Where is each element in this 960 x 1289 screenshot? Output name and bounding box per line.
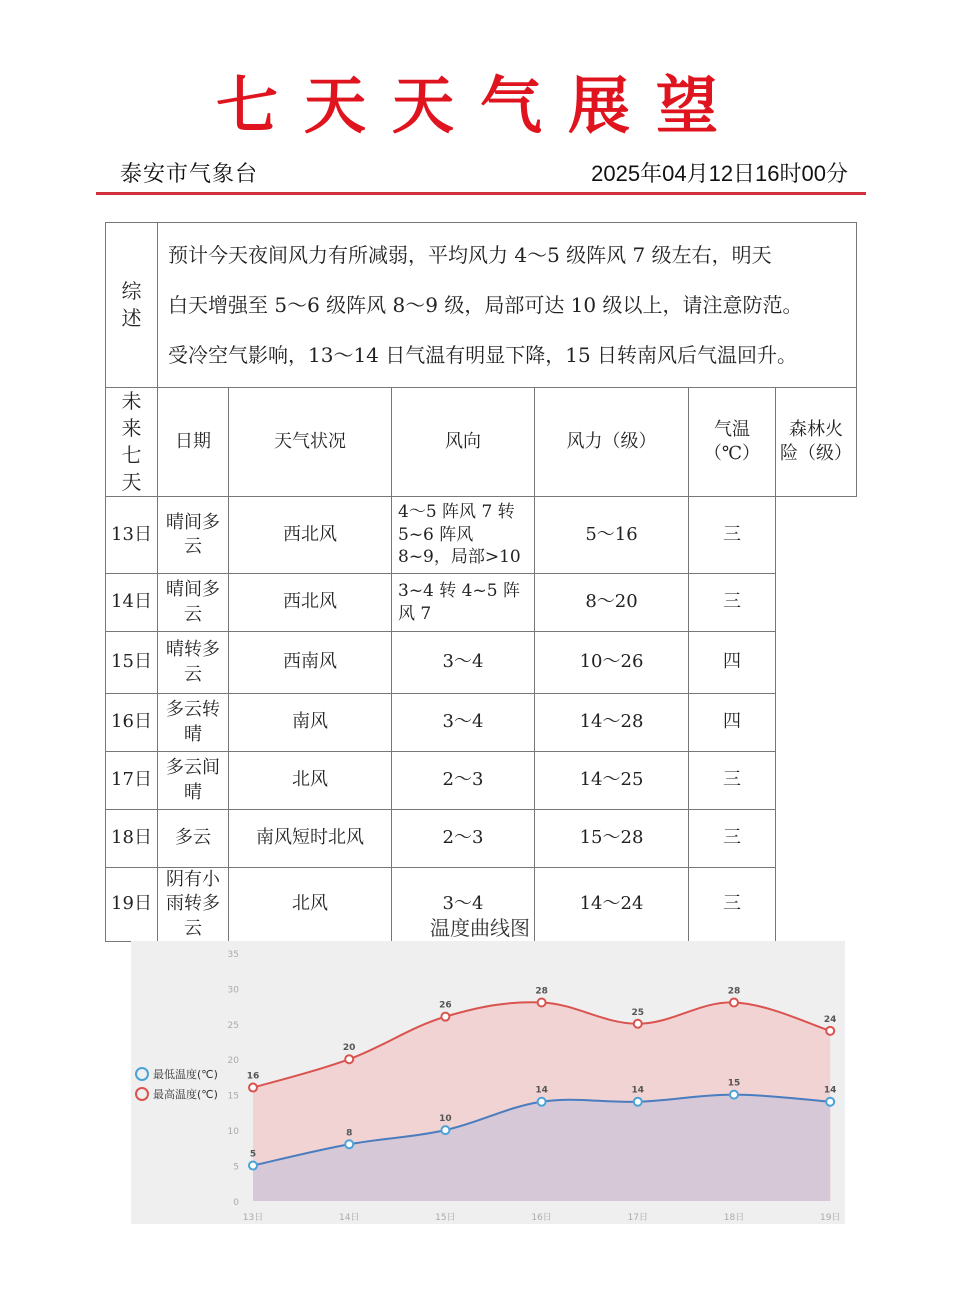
temperature-chart <box>131 941 845 1224</box>
data-label: 14 <box>535 1085 548 1096</box>
wind-force-cell: 3～4 <box>392 694 535 752</box>
summary-line: 预计今天夜间风力有所减弱，平均风力 4～5 级阵风 7 级左右，明天 <box>168 243 772 267</box>
data-point-marker <box>441 1013 449 1021</box>
weather-cell: 晴转多云 <box>158 632 229 694</box>
chart-title: 温度曲线图 <box>430 916 530 940</box>
table-header-row <box>106 388 857 497</box>
summary-label: 综 述 <box>106 223 158 388</box>
document-title: 七天天气展望 <box>215 69 744 142</box>
col-header-wind-direction: 风向 <box>392 388 535 497</box>
summary-line: 受冷空气影响，13～14 日气温有明显下降，15 日转南风后气温回升。 <box>168 343 798 367</box>
weather-cell: 晴间多云 <box>158 574 229 632</box>
temperature-cell: 15～28 <box>535 810 689 868</box>
data-label: 5 <box>249 1149 257 1160</box>
header-divider <box>96 192 866 195</box>
legend-marker-icon <box>136 1088 148 1100</box>
temperature-cell: 5～16 <box>535 497 689 574</box>
x-tick-label: 17日 <box>627 1213 649 1223</box>
temperature-cell: 8～20 <box>535 574 689 632</box>
issuing-organization: 泰安市气象台 <box>120 162 259 187</box>
date-cell: 18日 <box>106 810 158 868</box>
fire-risk-cell: 三 <box>689 752 776 810</box>
summary-line: 白天增强至 5～6 级阵风 8～9 级，局部可达 10 级以上，请注意防范。 <box>168 293 803 317</box>
fire-header-line: 森林火 <box>789 418 844 440</box>
data-point-marker <box>249 1162 257 1170</box>
date-cell: 14日 <box>106 574 158 632</box>
legend-label: 最低温度(℃) <box>153 1068 218 1081</box>
table-row <box>106 810 857 868</box>
weather-cell: 多云间晴 <box>158 752 229 810</box>
table-row <box>106 497 857 574</box>
table-row <box>106 632 857 694</box>
wind-force-cell: 2～3 <box>392 752 535 810</box>
data-point-marker <box>538 998 546 1006</box>
col-header-temperature <box>689 388 776 497</box>
weather-cell: 阴有小雨转多云 <box>158 868 229 942</box>
date-cell: 17日 <box>106 752 158 810</box>
x-tick-label: 18日 <box>723 1213 745 1223</box>
data-point-marker <box>441 1126 449 1134</box>
legend-label: 最高温度(℃) <box>153 1088 218 1101</box>
wind-direction-cell: 南风短时北风 <box>229 810 392 868</box>
temperature-cell: 14～25 <box>535 752 689 810</box>
forecast-table <box>105 222 857 942</box>
y-tick-label: 35 <box>227 949 239 960</box>
legend-marker-icon <box>136 1068 148 1080</box>
date-cell: 13日 <box>106 497 158 574</box>
data-label: 28 <box>727 986 741 997</box>
weather-cell: 晴间多云 <box>158 497 229 574</box>
y-tick-label: 10 <box>227 1127 239 1138</box>
table-row <box>106 752 857 810</box>
temperature-cell: 10～26 <box>535 632 689 694</box>
issued-time: 2025年04月12日16时00分 <box>591 161 848 186</box>
y-tick-label: 20 <box>227 1056 239 1067</box>
data-point-marker <box>249 1084 257 1092</box>
temperature-cell: 14～24 <box>535 868 689 942</box>
y-tick-label: 15 <box>227 1091 239 1102</box>
temp-header-line: （℃） <box>703 443 761 464</box>
fire-risk-cell: 三 <box>689 868 776 942</box>
wind-direction-cell: 南风 <box>229 694 392 752</box>
col-header-date: 日期 <box>158 388 229 497</box>
table-row <box>106 694 857 752</box>
y-tick-label: 0 <box>233 1198 239 1208</box>
col-header-wind-force: 风力（级） <box>535 388 689 497</box>
data-label: 15 <box>727 1078 741 1089</box>
wind-direction-cell: 西北风 <box>229 574 392 632</box>
data-point-marker <box>634 1098 642 1106</box>
data-label: 26 <box>439 1000 452 1011</box>
table-row <box>106 574 857 632</box>
y-tick-label: 30 <box>227 985 239 996</box>
data-point-marker <box>730 1091 738 1099</box>
y-tick-label: 25 <box>227 1020 239 1031</box>
fire-risk-cell: 三 <box>689 810 776 868</box>
data-label: 14 <box>631 1085 645 1096</box>
data-point-marker <box>538 1098 546 1106</box>
wind-force-cell: 4～5 阵风 7 转 5~6 阵风 8~9，局部>10 <box>392 497 535 574</box>
temperature-cell: 14～28 <box>535 694 689 752</box>
summary-text <box>158 223 857 388</box>
x-tick-label: 13日 <box>242 1213 264 1223</box>
data-label: 8 <box>346 1128 353 1139</box>
data-point-marker <box>634 1020 642 1028</box>
wind-direction-cell: 北风 <box>229 868 392 942</box>
section-label-seven-days: 未 来 七 天 <box>106 388 158 497</box>
wind-direction-cell: 西南风 <box>229 632 392 694</box>
date-cell: 19日 <box>106 868 158 942</box>
weather-cell: 多云 <box>158 810 229 868</box>
fire-risk-cell: 四 <box>689 694 776 752</box>
data-label: 28 <box>535 986 548 997</box>
data-label: 24 <box>823 1014 837 1025</box>
col-header-fire-risk <box>776 388 857 497</box>
weather-cell: 多云转晴 <box>158 694 229 752</box>
fire-header-line: 险（级） <box>780 443 853 464</box>
wind-direction-cell: 北风 <box>229 752 392 810</box>
data-point-marker <box>345 1140 353 1148</box>
data-label: 14 <box>823 1085 837 1096</box>
date-cell: 16日 <box>106 694 158 752</box>
x-tick-label: 15日 <box>435 1213 456 1223</box>
wind-force-cell: 2～3 <box>392 810 535 868</box>
data-label: 25 <box>631 1007 645 1018</box>
fire-risk-cell: 四 <box>689 632 776 694</box>
data-label: 10 <box>439 1114 452 1125</box>
fire-risk-cell: 三 <box>689 497 776 574</box>
data-point-marker <box>826 1027 834 1035</box>
x-tick-label: 16日 <box>531 1213 552 1223</box>
date-cell: 15日 <box>106 632 158 694</box>
wind-force-cell: 3～4 <box>392 868 535 942</box>
data-point-marker <box>826 1098 834 1106</box>
y-tick-label: 5 <box>233 1162 239 1173</box>
data-label: 16 <box>246 1071 260 1082</box>
temperature-chart-svg <box>131 941 845 1224</box>
x-tick-label: 19日 <box>819 1213 841 1223</box>
col-header-weather: 天气状况 <box>229 388 392 497</box>
temp-header-line: 气温 <box>714 418 750 440</box>
data-label: 20 <box>342 1043 356 1054</box>
data-point-marker <box>345 1055 353 1063</box>
summary-row <box>106 223 857 388</box>
wind-direction-cell: 西北风 <box>229 497 392 574</box>
wind-force-cell: 3~4 转 4~5 阵风 7 <box>392 574 535 632</box>
x-tick-label: 14日 <box>338 1213 360 1223</box>
wind-force-cell: 3～4 <box>392 632 535 694</box>
data-point-marker <box>730 998 738 1006</box>
fire-risk-cell: 三 <box>689 574 776 632</box>
